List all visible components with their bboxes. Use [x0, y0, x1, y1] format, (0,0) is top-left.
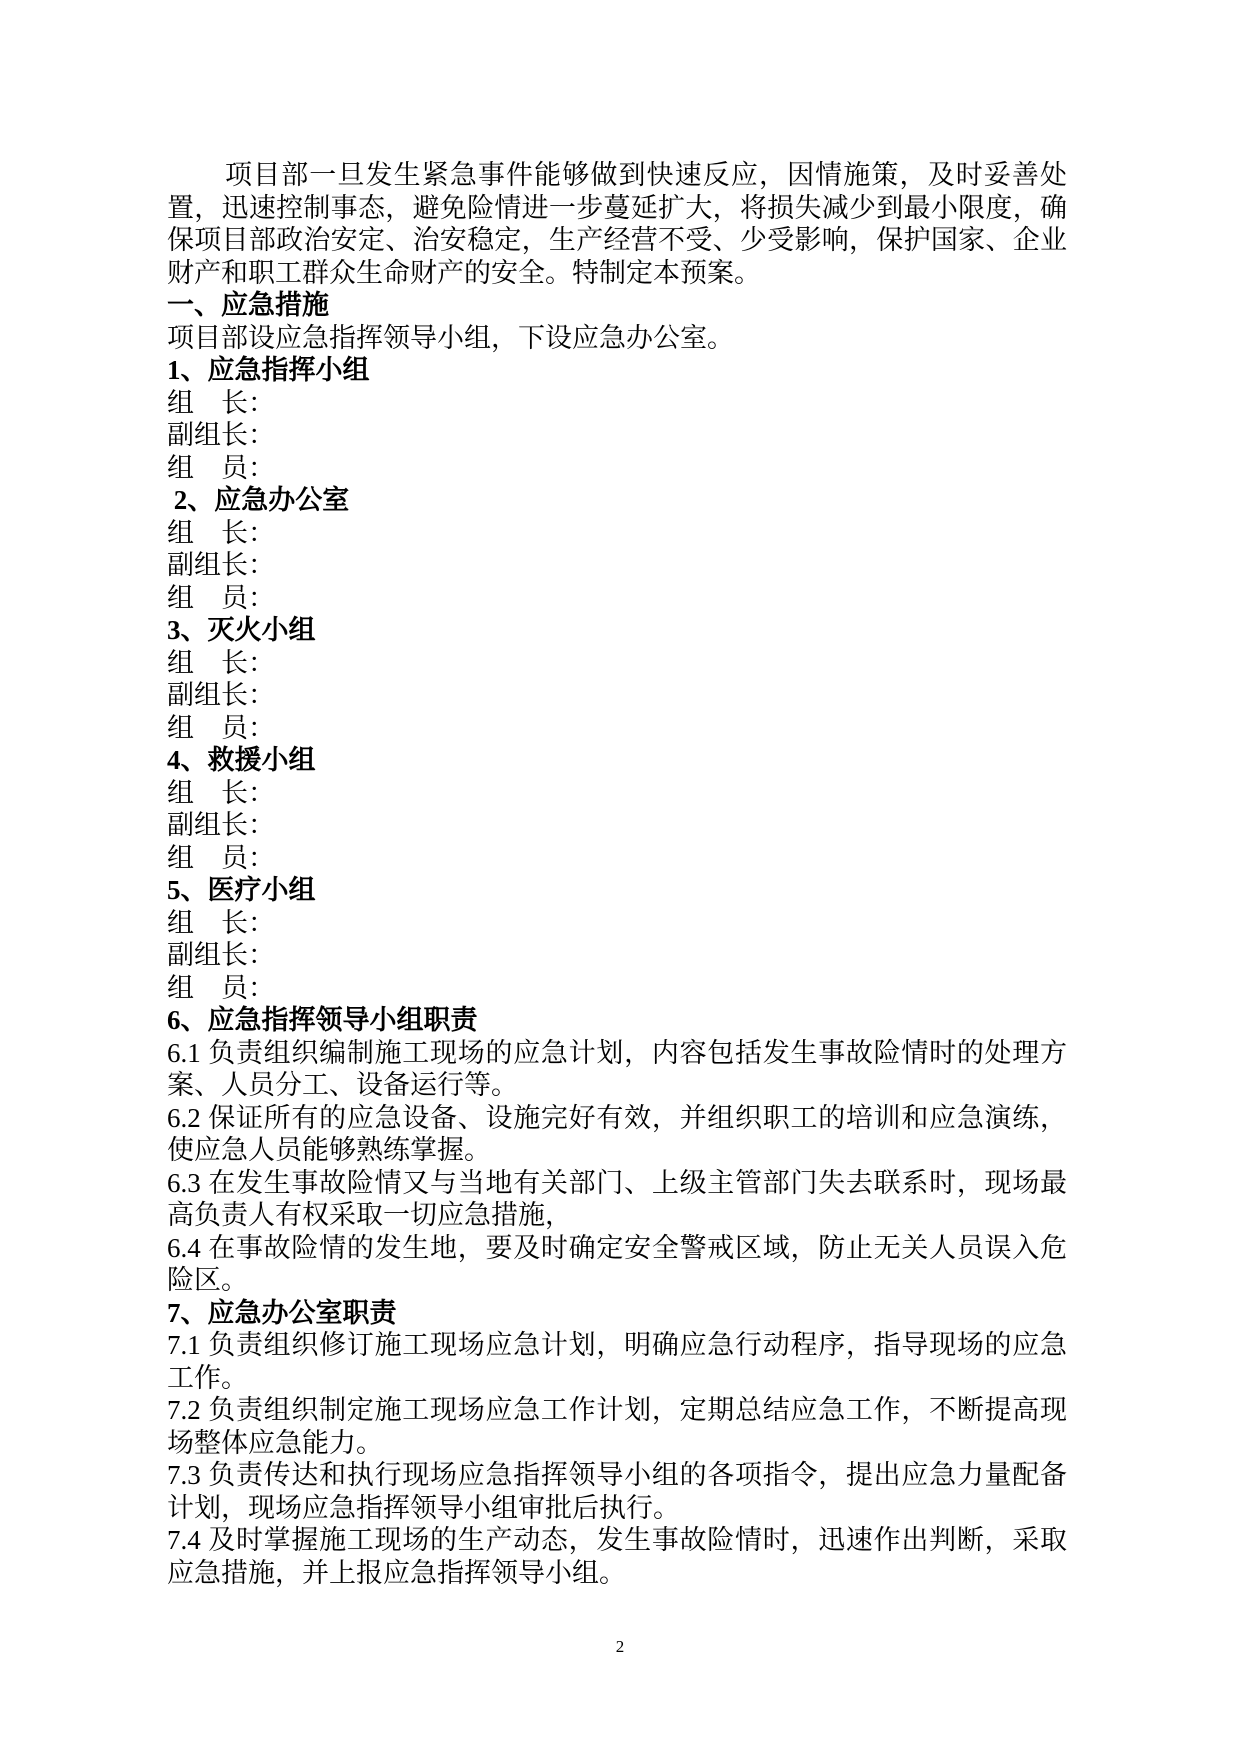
role-deputy: 副组长：: [167, 550, 275, 580]
group-heading-rescue: 4、救援小组: [167, 745, 316, 775]
duty-item: 7.4 及时掌握施工现场的生产动态，发生事故险情时，迅速作出判断，采取应急措施，并上报应急指挥领导小组。: [167, 1525, 1067, 1588]
intro-paragraph: 项目部一旦发生紧急事件能够做到快速反应，因情施策，及时妥善处置，迅速控制事态，避免险情进一步蔓延扩大，将损失减少到最小限度，确保项目部政治安定、治安稳定，生产经营不受、少受影响，保护国家、企业财产和职工群众生命财产的安全。特制定本预案。: [167, 160, 1067, 288]
duties-heading-office: 7、应急办公室职责: [167, 1297, 397, 1328]
role-leader: 组 长：: [167, 387, 275, 418]
role-member: 组 员：: [167, 972, 275, 1003]
duty-item: 7.1 负责组织修订施工现场应急计划，明确应急行动程序，指导现场的应急工作。: [167, 1330, 1067, 1393]
duties-heading-command: 6、应急指挥领导小组职责: [167, 1005, 478, 1035]
role-deputy: 副组长：: [167, 680, 275, 710]
document-body: [167, 159, 1067, 1589]
role-member: 组 员：: [167, 842, 275, 873]
duty-item: 6.3 在发生事故险情又与当地有关部门、上级主管部门失去联系时，现场最高负责人有权采取一切应急措施，: [167, 1167, 1067, 1230]
role-deputy: 副组长：: [167, 810, 275, 840]
role-deputy: 副组长：: [167, 420, 275, 450]
group-heading-office: 2、应急办公室: [167, 485, 350, 515]
duty-item: 7.2 负责组织制定施工现场应急工作计划，定期总结应急工作，不断提高现场整体应急能力。: [167, 1395, 1067, 1458]
role-member: 组 员：: [167, 582, 275, 613]
duty-item: 6.1 负责组织编制施工现场的应急计划，内容包括发生事故险情时的处理方案、人员分工、设备运行等。: [167, 1037, 1067, 1100]
group-heading-medical: 5、医疗小组: [167, 875, 316, 905]
role-member: 组 员：: [167, 712, 275, 743]
role-leader: 组 长：: [167, 907, 275, 938]
duty-item: 6.4 在事故险情的发生地，要及时确定安全警戒区域，防止无关人员误入危险区。: [167, 1232, 1067, 1295]
role-deputy: 副组长：: [167, 940, 275, 970]
section-heading-emergency-measures: 一、应急措施: [167, 290, 329, 320]
section-text: 项目部设应急指挥领导小组，下设应急办公室。: [167, 322, 734, 353]
role-leader: 组 长：: [167, 647, 275, 678]
group-heading-command: 1、应急指挥小组: [167, 355, 370, 385]
page-number: 2: [615, 1637, 625, 1656]
group-heading-firefighting: 3、灭火小组: [167, 615, 316, 645]
role-leader: 组 长：: [167, 517, 275, 548]
duty-item: 7.3 负责传达和执行现场应急指挥领导小组的各项指令，提出应急力量配备计划，现场应急指挥领导小组审批后执行。: [167, 1460, 1067, 1523]
duty-item: 6.2 保证所有的应急设备、设施完好有效，并组织职工的培训和应急演练，使应急人员能够熟练掌握。: [167, 1102, 1067, 1165]
role-leader: 组 长：: [167, 777, 275, 808]
role-member: 组 员：: [167, 452, 275, 483]
